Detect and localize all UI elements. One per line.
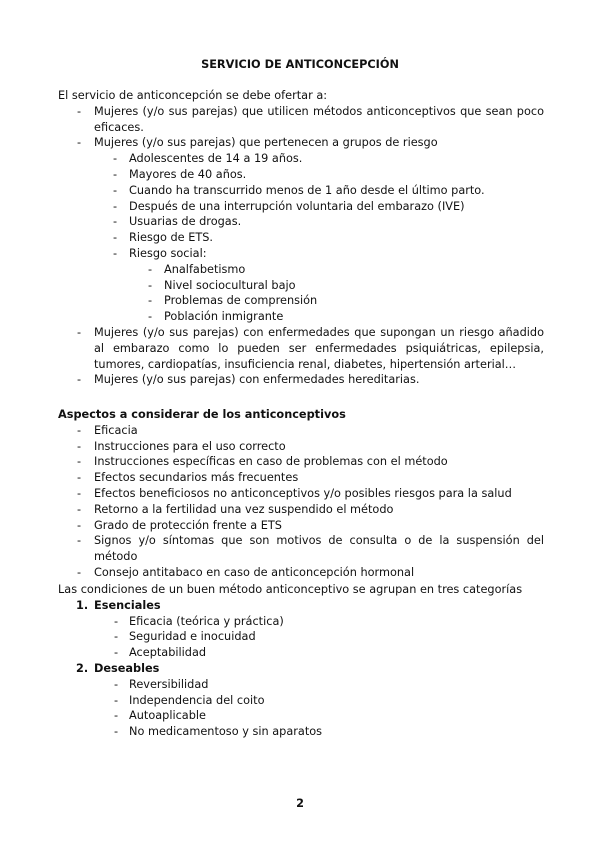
list-item: - Efectos secundarios más frecuentes [58,470,544,486]
list-item: - Aceptabilidad [94,645,544,661]
group-number: 2. [76,661,89,675]
page-number: 2 [296,797,304,810]
group-items [94,614,544,661]
list-item: - Autoaplicable [94,708,544,724]
list-item: - Después de una interrupción voluntaria del embarazo (IVE) [94,199,544,215]
list-item: - Mujeres (y/o sus parejas) con enfermedades que supongan un riesgo añadido al embarazo como lo pueden ser enfermedades psiquiátricas, epilepsia, tumores, cardiopatías, insuficiencia renal, diabetes, hipertensión arterial… [58,325,544,372]
list-item: - Mujeres (y/o sus parejas) con enfermedades hereditarias. [58,372,544,388]
list-item: - Eficacia (teórica y práctica) [94,614,544,630]
list-item: - Problemas de comprensión [129,293,544,309]
section-method-conditions [58,582,544,740]
group-items [94,677,544,740]
list-item: - Mayores de 40 años. [94,167,544,183]
population-list [58,104,544,388]
list-item: - Independencia del coito [94,693,544,709]
list-item: - Efectos beneficiosos no anticonceptivos y/o posibles riesgos para la salud [58,486,544,502]
condition-group [58,661,544,740]
list-item: - No medicamentoso y sin aparatos [94,724,544,740]
list-item: - Riesgo de ETS. [94,230,544,246]
list-item: - Consejo antitabaco en caso de anticoncepción hormonal [58,565,544,581]
section-heading: Aspectos a considerar de los anticonceptivos [58,408,346,421]
list-item: - Usuarias de drogas. [94,214,544,230]
page-title: SERVICIO DE ANTICONCEPCIÓN [201,58,399,71]
list-item: - Mujeres (y/o sus parejas) que utilicen métodos anticonceptivos que sean poco eficaces. [58,104,544,136]
list-item: - Instrucciones específicas en caso de problemas con el método [58,454,544,470]
list-item: - Cuando ha transcurrido menos de 1 año desde el último parto. [94,183,544,199]
list-item: - Adolescentes de 14 a 19 años. [94,151,544,167]
risk-group-list [94,151,544,325]
social-risk-list [129,262,544,325]
list-item: - Población inmigrante [129,309,544,325]
list-item: - Signos y/o síntomas que son motivos de consulta o de la suspensión del método [58,533,544,565]
list-item: - Riesgo social: - Analfabetismo - Nivel sociocultural bajo - Problemas de comprensión - Población inmigrante [94,246,544,325]
list-item: - Nivel sociocultural bajo [129,278,544,294]
aspects-list [58,423,544,581]
group-title: Esenciales [94,598,161,612]
group-number: 1. [76,598,89,612]
group-title: Deseables [94,661,160,675]
list-item: - Analfabetismo [129,262,544,278]
list-item: - Retorno a la fertilidad una vez suspendido el método [58,502,544,518]
list-item: - Grado de protección frente a ETS [58,518,544,534]
list-item: - Mujeres (y/o sus parejas) que pertenecen a grupos de riesgo - Adolescentes de 14 a 19 años. - Mayores de 40 años. - Cuando ha transcurrido menos de 1 año desde el último parto. - Después de una interrupción voluntaria del embarazo (IVE) - Usuarias de drogas. - Riesgo de ETS. - Riesgo social: - Analfabetismo - Nivel sociocultural bajo - Problemas de comprensión - Población inmigrante [58,135,544,325]
list-item: - Eficacia [58,423,544,439]
list-item: - Reversibilidad [94,677,544,693]
condition-group [58,598,544,661]
section-contraceptive-aspects [58,407,544,581]
section-intro: Las condiciones de un buen método anticonceptivo se agrupan en tres categorías [58,583,523,596]
list-item: - Instrucciones para el uso correcto [58,439,544,455]
list-item: - Seguridad e inocuidad [94,629,544,645]
section-target-population [58,88,544,388]
section-intro: El servicio de anticoncepción se debe ofertar a: [58,89,328,102]
conditions-list [58,598,544,740]
